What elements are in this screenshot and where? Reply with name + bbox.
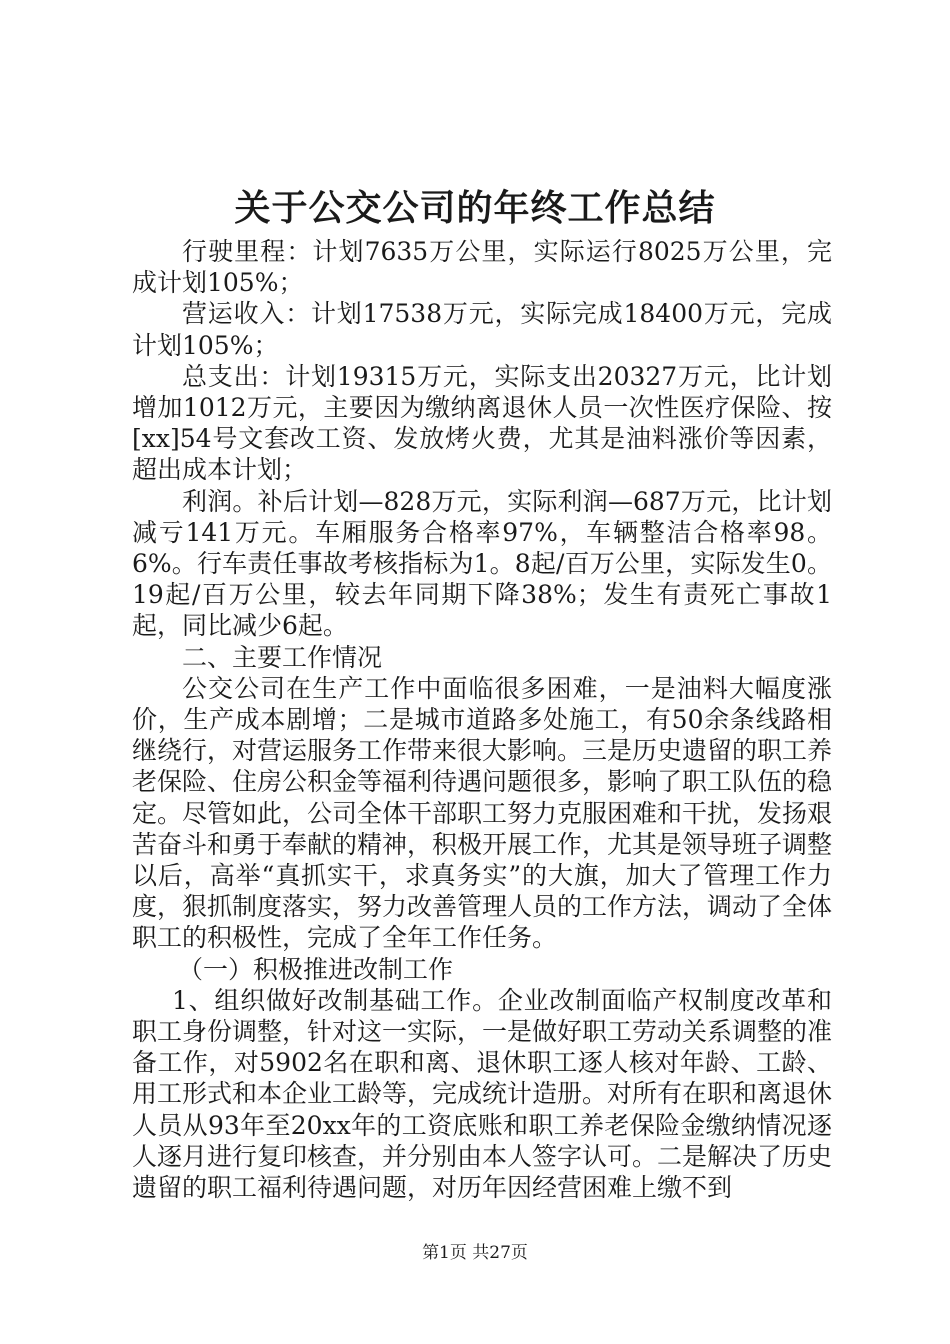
paragraph-mileage: 行驶里程：计划7635万公里，实际运行8025万公里，完成计划105%； bbox=[132, 237, 832, 298]
paragraph-work-overview: 公交公司在生产工作中面临很多困难，一是油料大幅度涨价，生产成本剧增；二是城市道路多处施工，有50余条线路相继绕行，对营运服务工作带来很大影响。三是历史遗留的职工养老保险、住房公积金等福利待遇问题很多，影响了职工队伍的稳定。尽管如此，公司全体干部职工努力克服困难和干扰，发扬艰苦奋斗和勇于奉献的精神，积极开展工作，尤其是领导班子调整以后，高举“真抓实干，求真务实”的大旗，加大了管理工作力度，狠抓制度落实，努力改善管理人员的工作方法，调动了全体职工的积极性，完成了全年工作任务。 bbox=[132, 673, 833, 953]
paragraph-profit: 利润。补后计划—828万元，实际利润—687万元，比计划减亏141万元。车厢服务合格率97%，车辆整洁合格率98。6%。行车责任事故考核指标为1。8起/百万公里，实际发生0。19起/百万公里，较去年同期下降38%；发生有责死亡事故1起，同比减少6起。 bbox=[132, 486, 832, 641]
paragraph-expenditure: 总支出：计划19315万元，实际支出20327万元，比计划增加1012万元，主要因为缴纳离退休人员一次性医疗保险、按[xx]54号文套改工资、发放烤火费，尤其是油料涨价等因素，超出成本计划； bbox=[132, 361, 832, 485]
document-body bbox=[132, 236, 832, 1203]
section-heading: 二、主要工作情况 bbox=[182, 642, 383, 672]
subsection-heading: （一）积极推进改制工作 bbox=[178, 954, 454, 984]
document-title: 关于公交公司的年终工作总结 bbox=[234, 187, 716, 229]
paragraph-revenue: 营运收入：计划17538万元，实际完成18400万元，完成计划105%； bbox=[132, 299, 832, 360]
paragraph-reform-basics: 1、组织做好改制基础工作。企业改制面临产权制度改革和职工身份调整，针对这一实际，一是做好职工劳动关系调整的准备工作，对5902名在职和离、退休职工逐人核对年龄、工龄、用工形式和本企业工龄等，完成统计造册。对所有在职和离退休人员从93年至20xx年的工资底账和职工养老保险金缴纳情况逐人逐月进行复印核查，并分别由本人签字认可。二是解决了历史遗留的职工福利待遇问题，对历年因经营困难上缴不到 bbox=[132, 985, 833, 1203]
page-number: 第1页 共27页 bbox=[422, 1243, 528, 1263]
